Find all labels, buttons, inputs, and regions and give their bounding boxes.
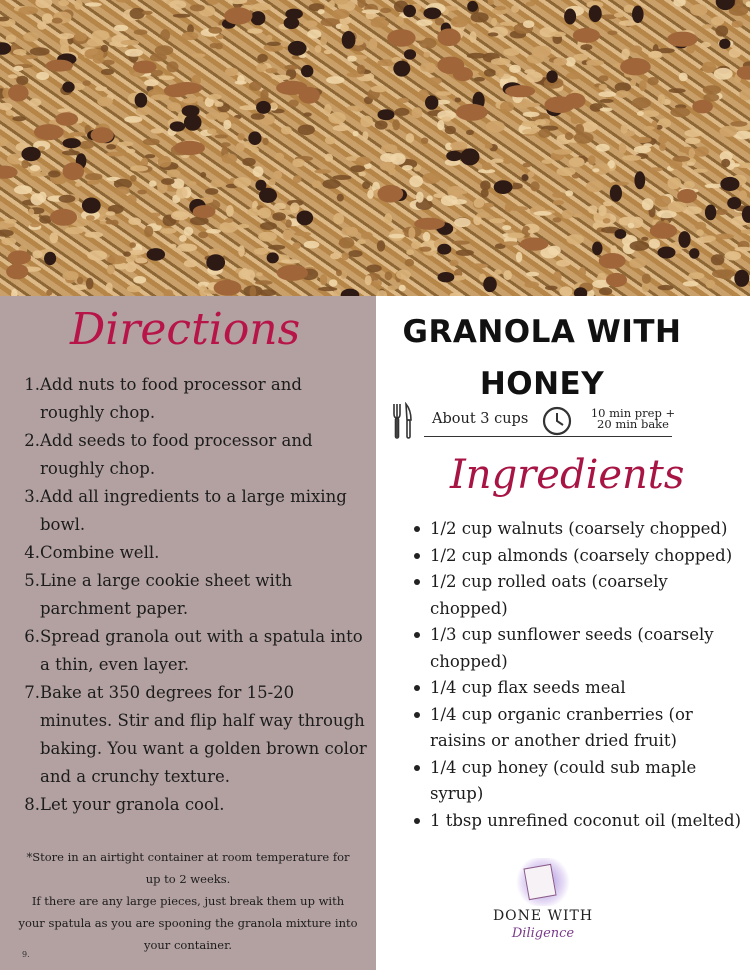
storage-note-line2: If there are any large pieces, just break them up with your spatula as you are spooning the granola mixture into your container.: [18, 894, 358, 952]
direction-step: 8. Let your granola cool.: [24, 795, 225, 814]
direction-step: 5. Line a large cookie sheet with parchment paper.: [24, 571, 293, 618]
direction-step: 6. Spread granola out with a spatula into a thin, even layer.: [24, 627, 363, 674]
recipe-title-line2: HONEY: [479, 366, 605, 402]
logo-script-text: Diligence: [511, 926, 575, 941]
ingredient-item: 1/2 cup rolled oats (coarsely chopped): [414, 569, 744, 622]
ingredients-title: Ingredients: [450, 452, 685, 498]
granola-texture: [0, 0, 750, 296]
storage-note-line1: *Store in an airtight container at room temperature for up to 2 weeks.: [26, 850, 350, 886]
recipe-title: [392, 306, 692, 410]
directions-title: Directions: [70, 304, 301, 355]
direction-step: 2. Add seeds to food processor and roughly chop.: [24, 431, 313, 478]
direction-step: 4. Combine well.: [24, 543, 160, 562]
time-text: [588, 408, 678, 430]
bake-time: 20 min bake: [597, 417, 669, 431]
directions-list: [22, 371, 367, 819]
ingredient-item: 1/2 cup almonds (coarsely chopped): [414, 543, 744, 570]
storage-note: [18, 846, 358, 956]
ingredient-item: 1/4 cup flax seeds meal: [414, 675, 744, 702]
recipe-meta: [392, 398, 692, 444]
direction-step: 3. Add all ingredients to a large mixing bowl.: [24, 487, 347, 534]
page-number: 9.: [22, 950, 30, 959]
ingredients-list: [414, 516, 744, 834]
ingredient-item: 1/4 cup organic cranberries (or raisins or another dried fruit): [414, 702, 744, 755]
direction-step: 1. Add nuts to food processor and roughly chop.: [24, 375, 302, 422]
granola-photo: [0, 0, 750, 296]
brand-logo: [478, 858, 608, 948]
ingredient-item: 1/4 cup honey (could sub maple syrup): [414, 755, 744, 808]
meta-divider: [424, 436, 672, 437]
yield-text: About 3 cups: [432, 411, 529, 427]
clock-icon: [542, 406, 572, 436]
ingredient-item: 1/3 cup sunflower seeds (coarsely chopped): [414, 622, 744, 675]
prep-time: 10 min prep +: [590, 406, 676, 420]
ingredient-item: 1/2 cup walnuts (coarsely chopped): [414, 516, 744, 543]
fork-knife-icon: [392, 402, 414, 440]
recipe-title-line1: GRANOLA WITH: [402, 314, 682, 350]
logo-text: DONE WITH: [492, 908, 594, 924]
direction-step: 7. Bake at 350 degrees for 15-20 minutes. Stir and flip half way through baking. You want a golden brown color and a crunchy texture.: [24, 683, 367, 786]
notepad-icon: [523, 864, 556, 900]
ingredient-item: 1 tbsp unrefined coconut oil (melted): [414, 808, 744, 835]
